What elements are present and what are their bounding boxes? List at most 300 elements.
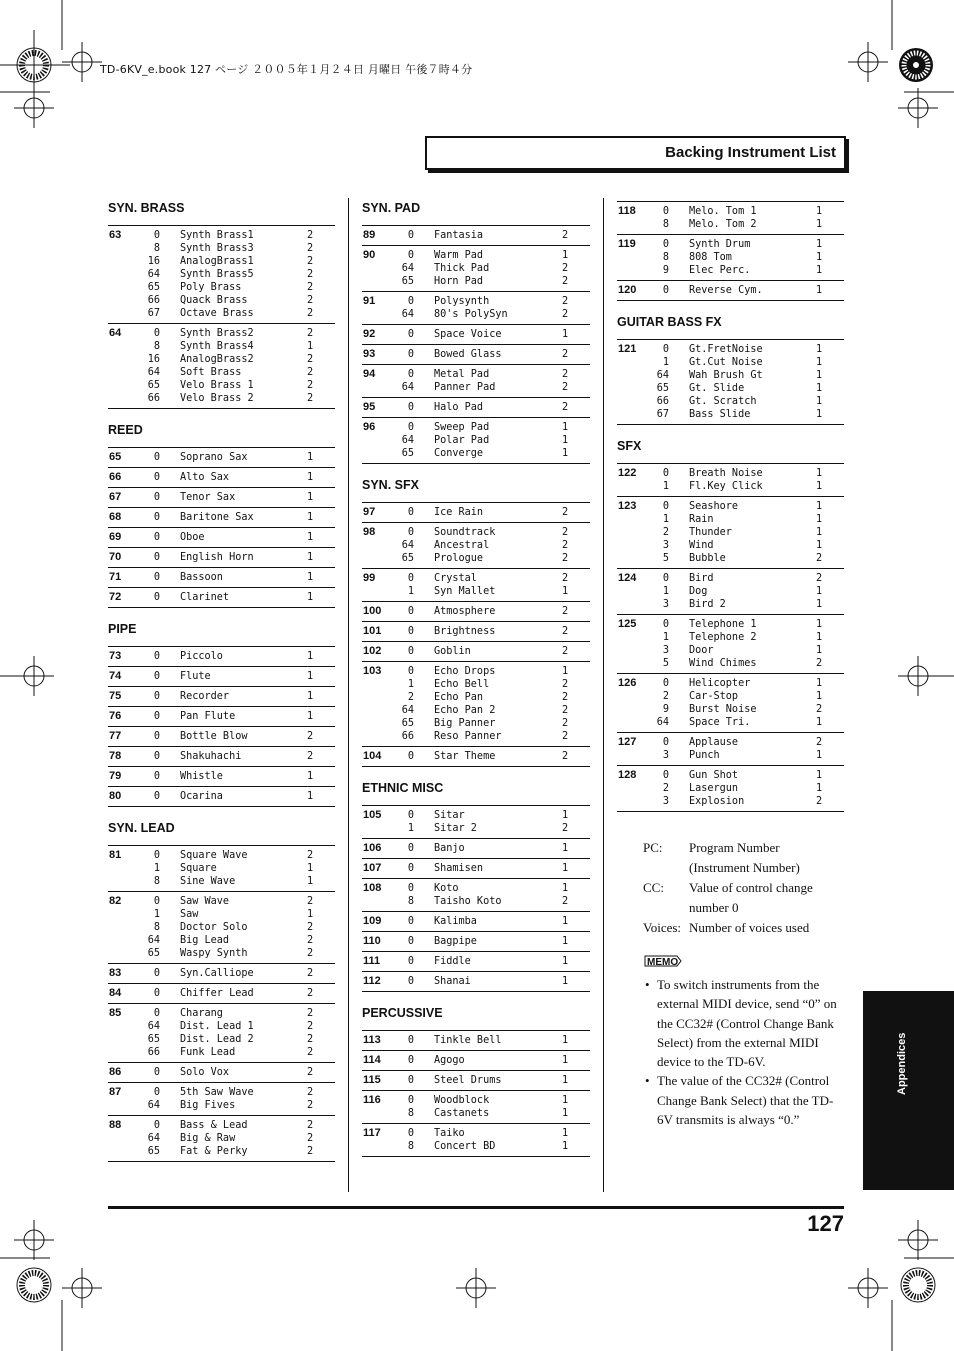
section-title: REED [108,423,143,437]
instrument-name: Sitar [434,810,465,821]
cc-value: 0 [153,691,160,702]
section-title: PERCUSSIVE [362,1006,443,1020]
instrument-name: Helicopter [689,678,751,689]
instrument-name: Echo Drops [434,666,496,677]
program-number: 82 [109,895,122,907]
instrument-name: Telephone 1 [689,619,757,630]
voice-count: 2 [307,354,314,365]
voice-count: 1 [307,671,314,682]
voice-count: 2 [307,896,314,907]
instrument-name: Bottle Blow [180,731,248,742]
instrument-name: Bassoon [180,572,223,583]
cc-value: 0 [153,512,160,523]
cc-value: 65 [401,448,414,459]
instrument-name: Seashore [689,501,739,512]
voice-count: 2 [307,393,314,404]
voice-count: 2 [562,679,569,690]
voice-count: 1 [562,1108,569,1119]
instrument-row [397,955,590,968]
program-group [362,662,590,747]
instrument-table [362,1030,590,1157]
voice-count: 1 [307,771,314,782]
instrument-row [143,392,335,405]
instrument-name: Bass Slide [689,409,751,420]
voice-count: 1 [562,1035,569,1046]
instrument-row [397,750,590,763]
voice-count: 2 [307,328,314,339]
program-group [108,324,335,409]
instrument-name: Pan Flute [180,711,236,722]
voice-count: 2 [562,296,569,307]
instrument-row [652,238,844,251]
voice-count: 1 [816,357,823,368]
voice-count: 1 [562,435,569,446]
cc-value: 66 [401,731,414,742]
program-group [108,528,335,548]
cc-value: 0 [662,285,669,296]
cc-value: 16 [147,354,160,365]
instrument-row [397,421,590,434]
instrument-row [397,585,590,598]
instrument-row [397,249,590,262]
instrument-name: Reso Panner [434,731,502,742]
voice-count: 2 [307,1008,314,1019]
program-number: 122 [618,467,637,479]
column-divider [348,198,349,1192]
instrument-row [652,467,844,480]
cc-value: 0 [407,422,414,433]
cc-value: 8 [153,341,160,352]
voice-count: 1 [562,1141,569,1152]
voice-count: 2 [307,1034,314,1045]
instrument-name: AnalogBrass2 [180,354,254,365]
voice-count: 2 [562,731,569,742]
instrument-row [397,915,590,928]
cc-value: 16 [147,256,160,267]
voice-count: 2 [562,276,569,287]
instrument-row [652,500,844,513]
instrument-row [143,790,335,803]
cc-value: 65 [147,1034,160,1045]
legend-item [643,838,813,878]
instrument-name: Square [180,863,217,874]
cc-value: 1 [662,586,669,597]
legend-key: CC: [643,880,664,895]
instrument-name: Ocarina [180,791,223,802]
legend-desc [689,878,813,918]
instrument-row [397,328,590,341]
voice-count: 2 [562,646,569,657]
bullet-icon: • [645,1073,650,1089]
program-number: 103 [363,665,382,677]
cc-value: 0 [153,552,160,563]
instrument-row [143,862,335,875]
cc-value: 0 [407,956,414,967]
cc-value: 65 [401,718,414,729]
instrument-name: Tinkle Bell [434,1035,502,1046]
cc-value: 0 [662,239,669,250]
instrument-row [397,862,590,875]
instrument-name: Agogo [434,1055,465,1066]
instrument-row [397,704,590,717]
cc-value: 65 [401,276,414,287]
voice-count: 1 [562,448,569,459]
voice-count: 1 [816,396,823,407]
instrument-name: Syn.Calliope [180,968,254,979]
cc-value: 0 [407,976,414,987]
instrument-name: Concert BD [434,1141,496,1152]
instrument-name: Woodblock [434,1095,490,1106]
cc-value: 1 [662,357,669,368]
cc-value: 0 [153,791,160,802]
cc-value: 3 [662,540,669,551]
instrument-name: Metal Pad [434,369,490,380]
instrument-name: Converge [434,448,484,459]
instrument-row [397,1034,590,1047]
voice-count: 1 [307,651,314,662]
program-number: 74 [109,670,122,682]
memo-icon [643,952,843,970]
program-number: 67 [109,491,122,503]
legend-desc-line: (Instrument Number) [689,860,800,875]
voice-count: 2 [307,269,314,280]
instrument-name: Steel Drums [434,1075,502,1086]
voice-count: 1 [816,383,823,394]
instrument-name: Reverse Cym. [689,285,763,296]
instrument-row [397,1094,590,1107]
cc-value: 8 [153,876,160,887]
program-group [617,569,844,615]
instrument-row [143,770,335,783]
program-group [617,464,844,497]
program-number: 101 [363,625,382,637]
program-number: 123 [618,500,637,512]
cc-value: 64 [656,717,669,728]
voice-count: 2 [307,1021,314,1032]
instrument-row [652,284,844,297]
instrument-name: Rain [689,514,714,525]
instrument-name: Telephone 2 [689,632,757,643]
voice-count: 2 [307,295,314,306]
instrument-name: Melo. Tom 2 [689,219,757,230]
program-group [362,226,590,246]
program-group [108,747,335,767]
program-group [108,1083,335,1116]
legend-key: Voices: [643,920,682,935]
instrument-row [143,710,335,723]
memo-note [645,1071,845,1129]
instrument-name: Clarinet [180,592,230,603]
voice-count: 2 [816,658,823,669]
cc-value: 3 [662,750,669,761]
instrument-row [143,327,335,340]
cc-value: 0 [407,349,414,360]
instrument-row [397,625,590,638]
voice-count: 1 [816,750,823,761]
instrument-name: Elec Perc. [689,265,751,276]
voice-count: 1 [816,770,823,781]
program-group [362,246,590,292]
voice-count: 2 [307,948,314,959]
cc-value: 0 [407,230,414,241]
instrument-row [143,908,335,921]
instrument-name: Dist. Lead 1 [180,1021,254,1032]
cc-value: 64 [147,1021,160,1032]
voice-count: 2 [562,573,569,584]
instrument-row [143,670,335,683]
voice-count: 1 [307,711,314,722]
instrument-row [397,975,590,988]
voice-count: 2 [562,507,569,518]
voice-count: 2 [562,527,569,538]
instrument-name: Saw Wave [180,896,230,907]
instrument-name: Alto Sax [180,472,230,483]
cc-value: 8 [153,243,160,254]
voice-count: 2 [562,751,569,762]
voice-count: 2 [562,402,569,413]
instrument-row [397,229,590,242]
program-number: 79 [109,770,122,782]
instrument-name: Bubble [689,553,726,564]
instrument-row [652,749,844,762]
voice-count: 2 [307,282,314,293]
program-group [362,1091,590,1124]
program-group [108,468,335,488]
instrument-row [143,511,335,524]
program-group [108,964,335,984]
cc-value: 65 [147,948,160,959]
voice-count: 1 [307,909,314,920]
program-group [362,932,590,952]
voice-count: 2 [307,380,314,391]
instrument-row [397,1140,590,1153]
voice-count: 1 [816,599,823,610]
voice-count: 2 [562,230,569,241]
instrument-row [652,677,844,690]
program-group [362,952,590,972]
instrument-row [652,369,844,382]
instrument-name: Fantasia [434,230,484,241]
instrument-name: Applause [689,737,739,748]
instrument-name: Bird [689,573,714,584]
voice-count: 1 [562,843,569,854]
instrument-table [108,845,335,1162]
cc-value: 0 [407,1095,414,1106]
instrument-row [397,295,590,308]
cc-value: 0 [407,1128,414,1139]
voice-count: 2 [562,369,569,380]
voice-count: 2 [562,382,569,393]
voice-count: 1 [816,619,823,630]
program-number: 76 [109,710,122,722]
voice-count: 2 [307,751,314,762]
instrument-name: Sine Wave [180,876,236,887]
instrument-row [397,691,590,704]
instrument-row [652,526,844,539]
instrument-name: Ancestral [434,540,490,551]
voice-count: 1 [307,492,314,503]
instrument-row [143,730,335,743]
voice-count: 1 [816,481,823,492]
voice-count: 1 [816,265,823,276]
voice-count: 1 [307,691,314,702]
instrument-row [143,281,335,294]
program-number: 97 [363,506,376,518]
cc-value: 0 [662,678,669,689]
cc-value: 1 [153,863,160,874]
instrument-name: Thick Pad [434,263,490,274]
cc-value: 64 [401,540,414,551]
program-number: 77 [109,730,122,742]
instrument-name: Synth Drum [689,239,751,250]
instrument-row [397,401,590,414]
instrument-row [397,882,590,895]
cc-value: 0 [407,936,414,947]
instrument-table [108,646,335,807]
voice-count: 2 [307,308,314,319]
instrument-name: Echo Pan [434,692,484,703]
instrument-row [652,264,844,277]
instrument-name: Castanets [434,1108,490,1119]
cc-value: 66 [147,393,160,404]
voice-count: 2 [307,1133,314,1144]
instrument-row [652,343,844,356]
instrument-name: Velo Brass 2 [180,393,254,404]
instrument-row [143,255,335,268]
instrument-row [397,348,590,361]
program-number: 63 [109,229,122,241]
voice-count: 1 [562,250,569,261]
cc-value: 0 [407,369,414,380]
legend-desc-line: Number of voices used [689,920,810,935]
instrument-name: Quack Brass [180,295,248,306]
voice-count: 1 [562,1128,569,1139]
instrument-row [143,531,335,544]
voice-count: 2 [307,1067,314,1078]
cc-value: 64 [147,269,160,280]
program-group [108,226,335,324]
program-number: 100 [363,605,382,617]
instrument-row [652,585,844,598]
voice-count: 1 [816,501,823,512]
cc-value: 0 [153,896,160,907]
legend-item [643,918,813,938]
program-number: 98 [363,526,376,538]
cc-value: 2 [407,692,414,703]
instrument-name: Gt. Slide [689,383,745,394]
program-group [362,879,590,912]
voice-count: 1 [816,514,823,525]
instrument-name: Dog [689,586,708,597]
instrument-name: Space Voice [434,329,502,340]
instrument-row [397,526,590,539]
cc-value: 5 [662,658,669,669]
section-title: GUITAR BASS FX [617,315,722,329]
cc-value: 3 [662,796,669,807]
voice-count: 1 [816,252,823,263]
instrument-row [397,842,590,855]
instrument-name: Bird 2 [689,599,726,610]
cc-value: 0 [407,883,414,894]
program-number: 85 [109,1007,122,1019]
voice-count: 2 [562,349,569,360]
cc-value: 0 [407,606,414,617]
instrument-row [652,716,844,729]
program-number: 80 [109,790,122,802]
instrument-name: Prologue [434,553,484,564]
instrument-name: Polysynth [434,296,490,307]
cc-value: 0 [407,527,414,538]
instrument-name: Ice Rain [434,507,484,518]
instrument-name: Banjo [434,843,465,854]
voice-count: 2 [307,1120,314,1131]
instrument-row [143,471,335,484]
cc-value: 0 [407,843,414,854]
cc-value: 0 [153,731,160,742]
instrument-row [397,809,590,822]
voice-count: 1 [816,717,823,728]
voice-count: 1 [816,691,823,702]
voice-count: 1 [562,422,569,433]
instrument-row [143,1099,335,1112]
program-group [362,839,590,859]
instrument-row [652,552,844,565]
instrument-row [143,1020,335,1033]
instrument-row [143,491,335,504]
instrument-table [362,805,590,992]
instrument-row [652,769,844,782]
instrument-name: Goblin [434,646,471,657]
program-group [108,727,335,747]
cc-value: 64 [147,1100,160,1111]
program-number: 96 [363,421,376,433]
instrument-row [143,875,335,888]
legend-item [643,878,813,918]
instrument-row [143,1033,335,1046]
cc-value: 8 [407,896,414,907]
legend [643,838,813,938]
instrument-row [652,395,844,408]
program-number: 125 [618,618,637,630]
cc-value: 9 [662,265,669,276]
instrument-row [143,650,335,663]
cc-value: 8 [662,219,669,230]
instrument-name: Sweep Pad [434,422,490,433]
program-number: 118 [618,205,636,217]
program-group [617,615,844,674]
instrument-name: Soundtrack [434,527,496,538]
instrument-row [652,736,844,749]
cc-value: 0 [407,810,414,821]
cc-value: 0 [153,532,160,543]
section-title: PIPE [108,622,137,636]
voice-count: 1 [816,206,823,217]
legend-desc-line: number 0 [689,900,739,915]
voice-count: 1 [816,586,823,597]
cc-value: 2 [662,691,669,702]
instrument-name: Wah Brush Gt [689,370,763,381]
program-group [108,548,335,568]
voice-count: 2 [307,1100,314,1111]
voice-count: 1 [816,219,823,230]
program-number: 66 [109,471,122,483]
voice-count: 1 [562,916,569,927]
program-number: 71 [109,571,122,583]
voice-count: 2 [562,692,569,703]
instrument-row [143,242,335,255]
program-number: 105 [363,809,382,821]
instrument-name: AnalogBrass1 [180,256,254,267]
